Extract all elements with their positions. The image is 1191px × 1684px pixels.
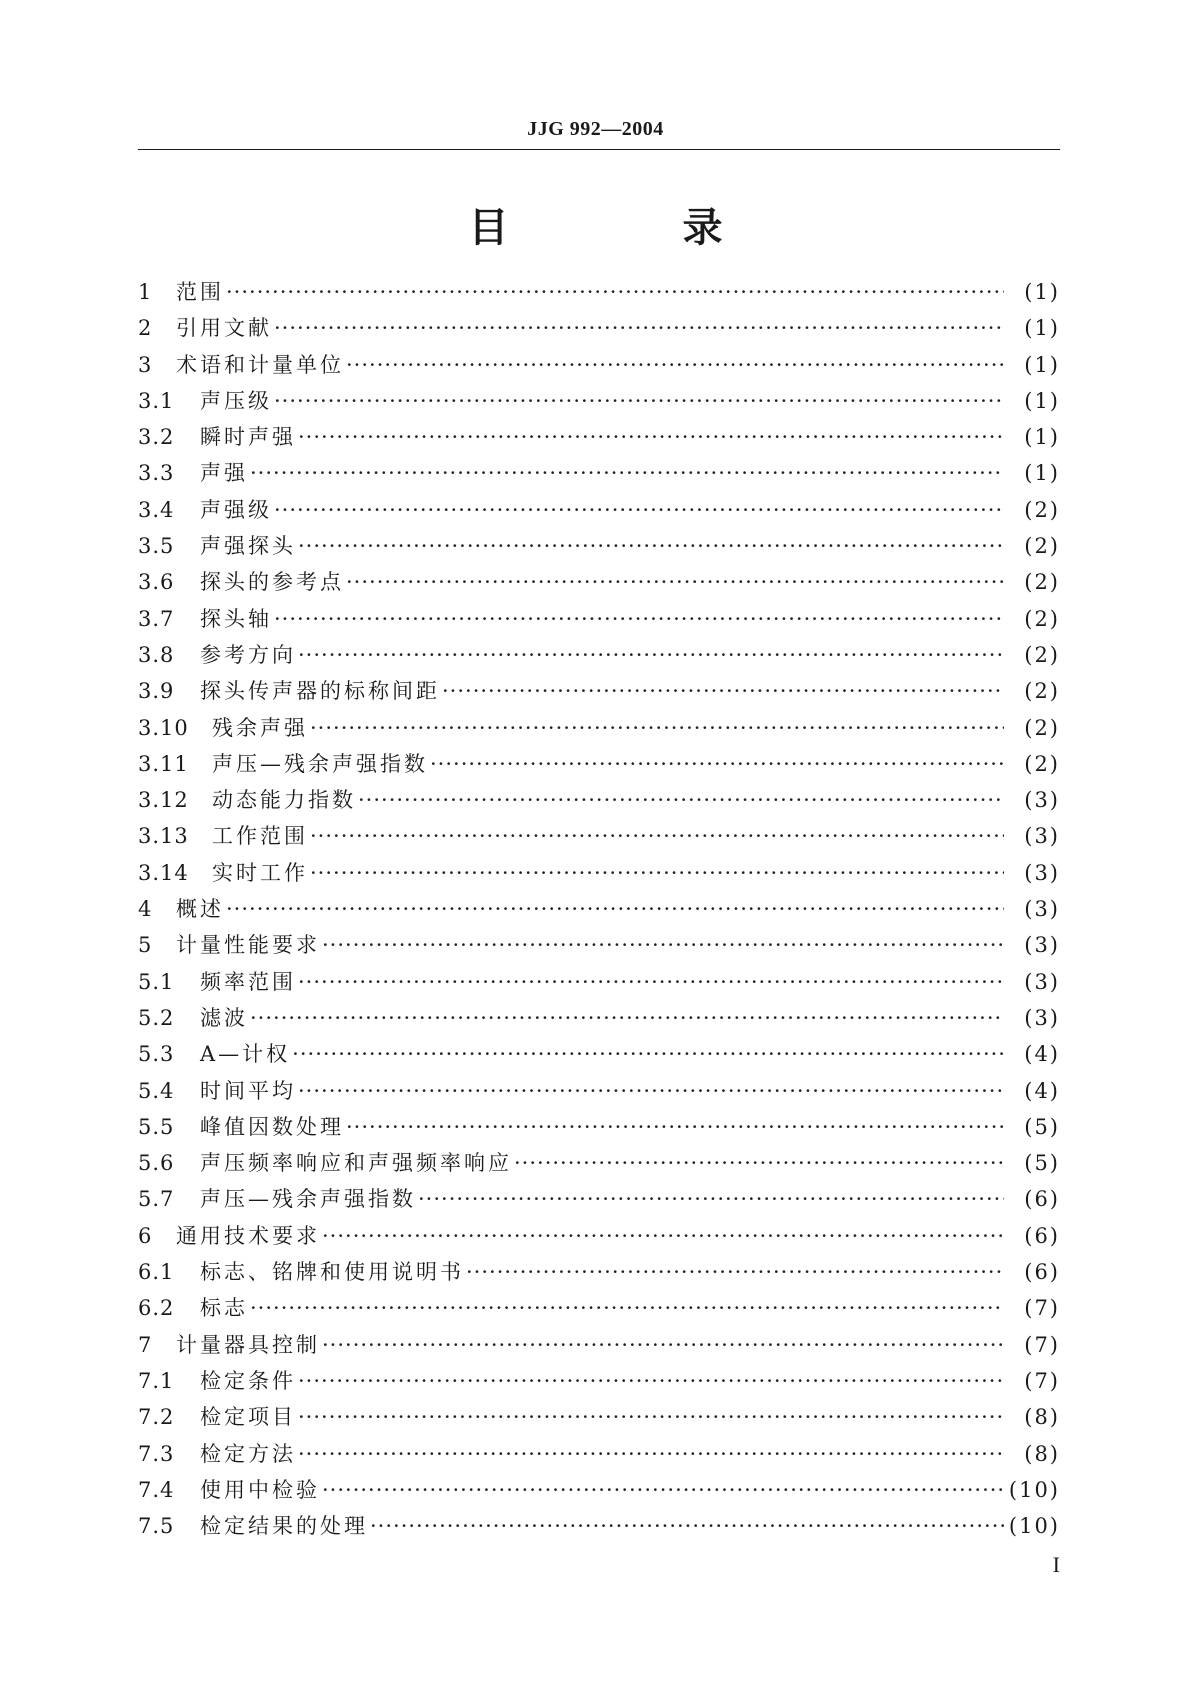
toc-entry-number: 3.5 <box>138 534 175 559</box>
toc-leader-dots <box>298 425 1004 449</box>
toc-entry-label: 通用技术要求 <box>176 1223 320 1248</box>
toc-entry-number: 2 <box>138 316 153 341</box>
toc-entry-number: 3 <box>138 352 153 377</box>
toc-entry <box>138 639 1060 675</box>
toc-entry-page: (6) <box>1024 1187 1060 1212</box>
toc-entry-label: 声压频率响应和声强频率响应 <box>200 1151 512 1176</box>
toc-entry <box>138 494 1060 530</box>
toc-leader-dots <box>346 570 1004 594</box>
toc-entry-number: 5.2 <box>138 1005 175 1030</box>
toc-entry-label: A—计权 <box>200 1042 291 1067</box>
toc-entry-page: (8) <box>1024 1441 1060 1466</box>
toc-entry-label: 时间平均 <box>200 1078 296 1103</box>
toc-entry <box>138 820 1060 856</box>
toc-entry <box>138 349 1060 385</box>
toc-entry-number: 7.1 <box>138 1368 175 1393</box>
toc-entry-number: 3.1 <box>138 388 175 413</box>
toc-entry <box>138 457 1060 493</box>
toc-leader-dots <box>292 1042 1004 1066</box>
toc-entry-number: 5 <box>138 933 153 958</box>
toc-leader-dots <box>430 752 1004 776</box>
toc-entry-number: 3.9 <box>138 679 175 704</box>
toc-entry-page: (2) <box>1024 534 1060 559</box>
toc-entry <box>138 1256 1060 1292</box>
toc-entry <box>138 1438 1060 1474</box>
toc-entry <box>138 1111 1060 1147</box>
toc-entry-number: 7.3 <box>138 1441 175 1466</box>
toc-entry-number: 5.4 <box>138 1078 175 1103</box>
toc-entry-label: 工作范围 <box>212 824 308 849</box>
toc-entry-number: 3.8 <box>138 642 175 667</box>
toc-leader-dots <box>226 897 1004 921</box>
toc-leader-dots <box>298 643 1004 667</box>
toc-entry-page: (2) <box>1024 642 1060 667</box>
table-of-contents <box>138 276 1060 1546</box>
toc-entry-label: 瞬时声强 <box>200 425 296 450</box>
toc-leader-dots <box>358 788 1004 812</box>
toc-leader-dots <box>418 1187 1004 1211</box>
toc-entry <box>138 1147 1060 1183</box>
toc-entry-page: (1) <box>1024 461 1060 486</box>
toc-entry-page: (2) <box>1024 715 1060 740</box>
toc-entry-label: 计量器具控制 <box>176 1332 320 1357</box>
toc-entry-number: 5.7 <box>138 1187 175 1212</box>
page-title: 目 录 <box>468 205 803 251</box>
toc-leader-dots <box>466 1260 1004 1284</box>
toc-leader-dots <box>298 1369 1004 1393</box>
toc-entry-page: (4) <box>1024 1078 1060 1103</box>
toc-entry-number: 6.2 <box>138 1296 175 1321</box>
toc-entry-label: 动态能力指数 <box>212 788 356 813</box>
toc-entry <box>138 857 1060 893</box>
toc-leader-dots <box>298 970 1004 994</box>
toc-entry-label: 声强探头 <box>200 534 296 559</box>
toc-entry-page: (2) <box>1024 751 1060 776</box>
toc-entry-page: (10) <box>1008 1477 1060 1502</box>
toc-entry <box>138 421 1060 457</box>
toc-entry-label: 检定方法 <box>200 1441 296 1466</box>
toc-entry-page: (2) <box>1024 679 1060 704</box>
toc-entry <box>138 1401 1060 1437</box>
toc-entry-label: 残余声强 <box>212 715 308 740</box>
toc-leader-dots <box>514 1151 1004 1175</box>
toc-entry-number: 3.6 <box>138 570 175 595</box>
toc-leader-dots <box>310 824 1004 848</box>
toc-entry <box>138 784 1060 820</box>
toc-entry-label: 参考方向 <box>200 642 296 667</box>
toc-entry-label: 标志 <box>200 1296 248 1321</box>
toc-entry-page: (1) <box>1024 425 1060 450</box>
toc-leader-dots <box>274 316 1004 340</box>
toc-entry-number: 7.5 <box>138 1514 175 1539</box>
toc-entry-label: 频率范围 <box>200 969 296 994</box>
toc-entry-number: 7.2 <box>138 1405 175 1430</box>
toc-entry-page: (2) <box>1024 606 1060 631</box>
toc-entry <box>138 748 1060 784</box>
toc-entry-page: (10) <box>1008 1514 1060 1539</box>
toc-entry-label: 范围 <box>176 280 224 304</box>
toc-entry-page: (3) <box>1024 860 1060 885</box>
toc-entry-label: 实时工作 <box>212 860 308 885</box>
toc-entry <box>138 530 1060 566</box>
toc-entry-number: 7 <box>138 1332 153 1357</box>
toc-entry-number: 3.14 <box>138 860 189 885</box>
toc-entry-number: 3.11 <box>138 751 189 776</box>
toc-entry-number: 5.6 <box>138 1151 175 1176</box>
toc-entry <box>138 1002 1060 1038</box>
toc-entry-page: (3) <box>1024 788 1060 813</box>
toc-entry-number: 3.2 <box>138 425 175 450</box>
toc-entry-page: (3) <box>1024 824 1060 849</box>
toc-entry-number: 6.1 <box>138 1260 175 1285</box>
toc-entry-page: (3) <box>1024 1005 1060 1030</box>
toc-leader-dots <box>322 1478 1004 1502</box>
toc-entry-number: 3.12 <box>138 788 189 813</box>
toc-entry-label: 探头的参考点 <box>200 570 344 595</box>
toc-entry <box>138 566 1060 602</box>
toc-entry-number: 3.13 <box>138 824 189 849</box>
standard-code: JJG 992—2004 <box>527 118 664 140</box>
toc-leader-dots <box>298 1405 1004 1429</box>
toc-entry-page: (5) <box>1024 1114 1060 1139</box>
toc-entry-label: 检定项目 <box>200 1405 296 1430</box>
toc-entry <box>138 312 1060 348</box>
toc-leader-dots <box>274 498 1004 522</box>
toc-leader-dots <box>250 461 1004 485</box>
toc-entry-label: 术语和计量单位 <box>176 352 344 377</box>
toc-entry-label: 声压—残余声强指数 <box>212 751 428 776</box>
toc-entry-label: 声强 <box>200 461 248 486</box>
toc-entry-label: 概述 <box>176 897 224 922</box>
toc-entry <box>138 1220 1060 1256</box>
toc-leader-dots <box>310 861 1004 885</box>
toc-entry-label: 检定条件 <box>200 1368 296 1393</box>
toc-entry <box>138 385 1060 421</box>
toc-entry-label: 引用文献 <box>176 316 272 341</box>
toc-entry-label: 峰值因数处理 <box>200 1114 344 1139</box>
toc-entry-page: (7) <box>1024 1332 1060 1357</box>
toc-entry-label: 标志、铭牌和使用说明书 <box>200 1260 464 1285</box>
toc-leader-dots <box>250 1006 1004 1030</box>
toc-leader-dots <box>226 280 1004 304</box>
toc-entry-number: 3.10 <box>138 715 189 740</box>
toc-entry-page: (1) <box>1024 316 1060 341</box>
toc-entry-label: 使用中检验 <box>200 1477 320 1502</box>
toc-entry-number: 1 <box>138 280 153 304</box>
toc-entry-page: (7) <box>1024 1368 1060 1393</box>
toc-entry-page: (4) <box>1024 1042 1060 1067</box>
toc-entry-label: 滤波 <box>200 1005 248 1030</box>
toc-entry-number: 6 <box>138 1223 153 1248</box>
toc-entry-number: 7.4 <box>138 1477 175 1502</box>
toc-entry-page: (1) <box>1024 388 1060 413</box>
toc-leader-dots <box>298 1079 1004 1103</box>
toc-leader-dots <box>298 1442 1004 1466</box>
toc-entry-number: 3.7 <box>138 606 175 631</box>
toc-entry-number: 5.3 <box>138 1042 175 1067</box>
toc-entry-page: (6) <box>1024 1223 1060 1248</box>
toc-leader-dots <box>346 353 1004 377</box>
header-rule <box>138 149 1060 150</box>
toc-entry <box>138 893 1060 929</box>
toc-entry-label: 声强级 <box>200 497 272 522</box>
toc-entry-label: 探头传声器的标称间距 <box>200 679 440 704</box>
toc-leader-dots <box>310 716 1004 740</box>
toc-leader-dots <box>322 1333 1004 1357</box>
toc-entry <box>138 276 1060 312</box>
toc-entry <box>138 712 1060 748</box>
toc-leader-dots <box>346 1115 1004 1139</box>
toc-leader-dots <box>274 607 1004 631</box>
toc-entry <box>138 675 1060 711</box>
toc-entry-label: 声压级 <box>200 388 272 413</box>
toc-entry <box>138 1038 1060 1074</box>
toc-entry-number: 5.1 <box>138 969 175 994</box>
toc-entry-page: (1) <box>1024 280 1060 304</box>
toc-entry-page: (3) <box>1024 897 1060 922</box>
toc-entry-page: (2) <box>1024 570 1060 595</box>
page-number: I <box>1052 1552 1060 1577</box>
toc-leader-dots <box>322 1224 1004 1248</box>
toc-entry-label: 计量性能要求 <box>176 933 320 958</box>
toc-leader-dots <box>298 534 1004 558</box>
toc-entry <box>138 1474 1060 1510</box>
toc-leader-dots <box>322 933 1004 957</box>
toc-entry-label: 探头轴 <box>200 606 272 631</box>
toc-leader-dots <box>370 1514 1004 1538</box>
toc-entry-page: (2) <box>1024 497 1060 522</box>
toc-entry <box>138 1329 1060 1365</box>
toc-entry <box>138 966 1060 1002</box>
toc-leader-dots <box>274 389 1004 413</box>
toc-entry <box>138 1075 1060 1111</box>
toc-entry-number: 3.4 <box>138 497 175 522</box>
toc-entry-page: (6) <box>1024 1260 1060 1285</box>
toc-entry-page: (3) <box>1024 933 1060 958</box>
toc-entry-page: (3) <box>1024 969 1060 994</box>
toc-entry <box>138 603 1060 639</box>
toc-entry <box>138 1365 1060 1401</box>
toc-entry-page: (7) <box>1024 1296 1060 1321</box>
toc-leader-dots <box>442 679 1004 703</box>
toc-entry-page: (1) <box>1024 352 1060 377</box>
toc-entry-label: 声压—残余声强指数 <box>200 1187 416 1212</box>
toc-leader-dots <box>250 1296 1004 1320</box>
toc-entry-number: 4 <box>138 897 153 922</box>
toc-entry <box>138 1510 1060 1546</box>
toc-entry-number: 3.3 <box>138 461 175 486</box>
toc-entry <box>138 1183 1060 1219</box>
toc-entry-number: 5.5 <box>138 1114 175 1139</box>
toc-entry <box>138 929 1060 965</box>
toc-entry <box>138 1292 1060 1328</box>
toc-entry-page: (5) <box>1024 1151 1060 1176</box>
toc-entry-page: (8) <box>1024 1405 1060 1430</box>
toc-entry-label: 检定结果的处理 <box>200 1514 368 1539</box>
